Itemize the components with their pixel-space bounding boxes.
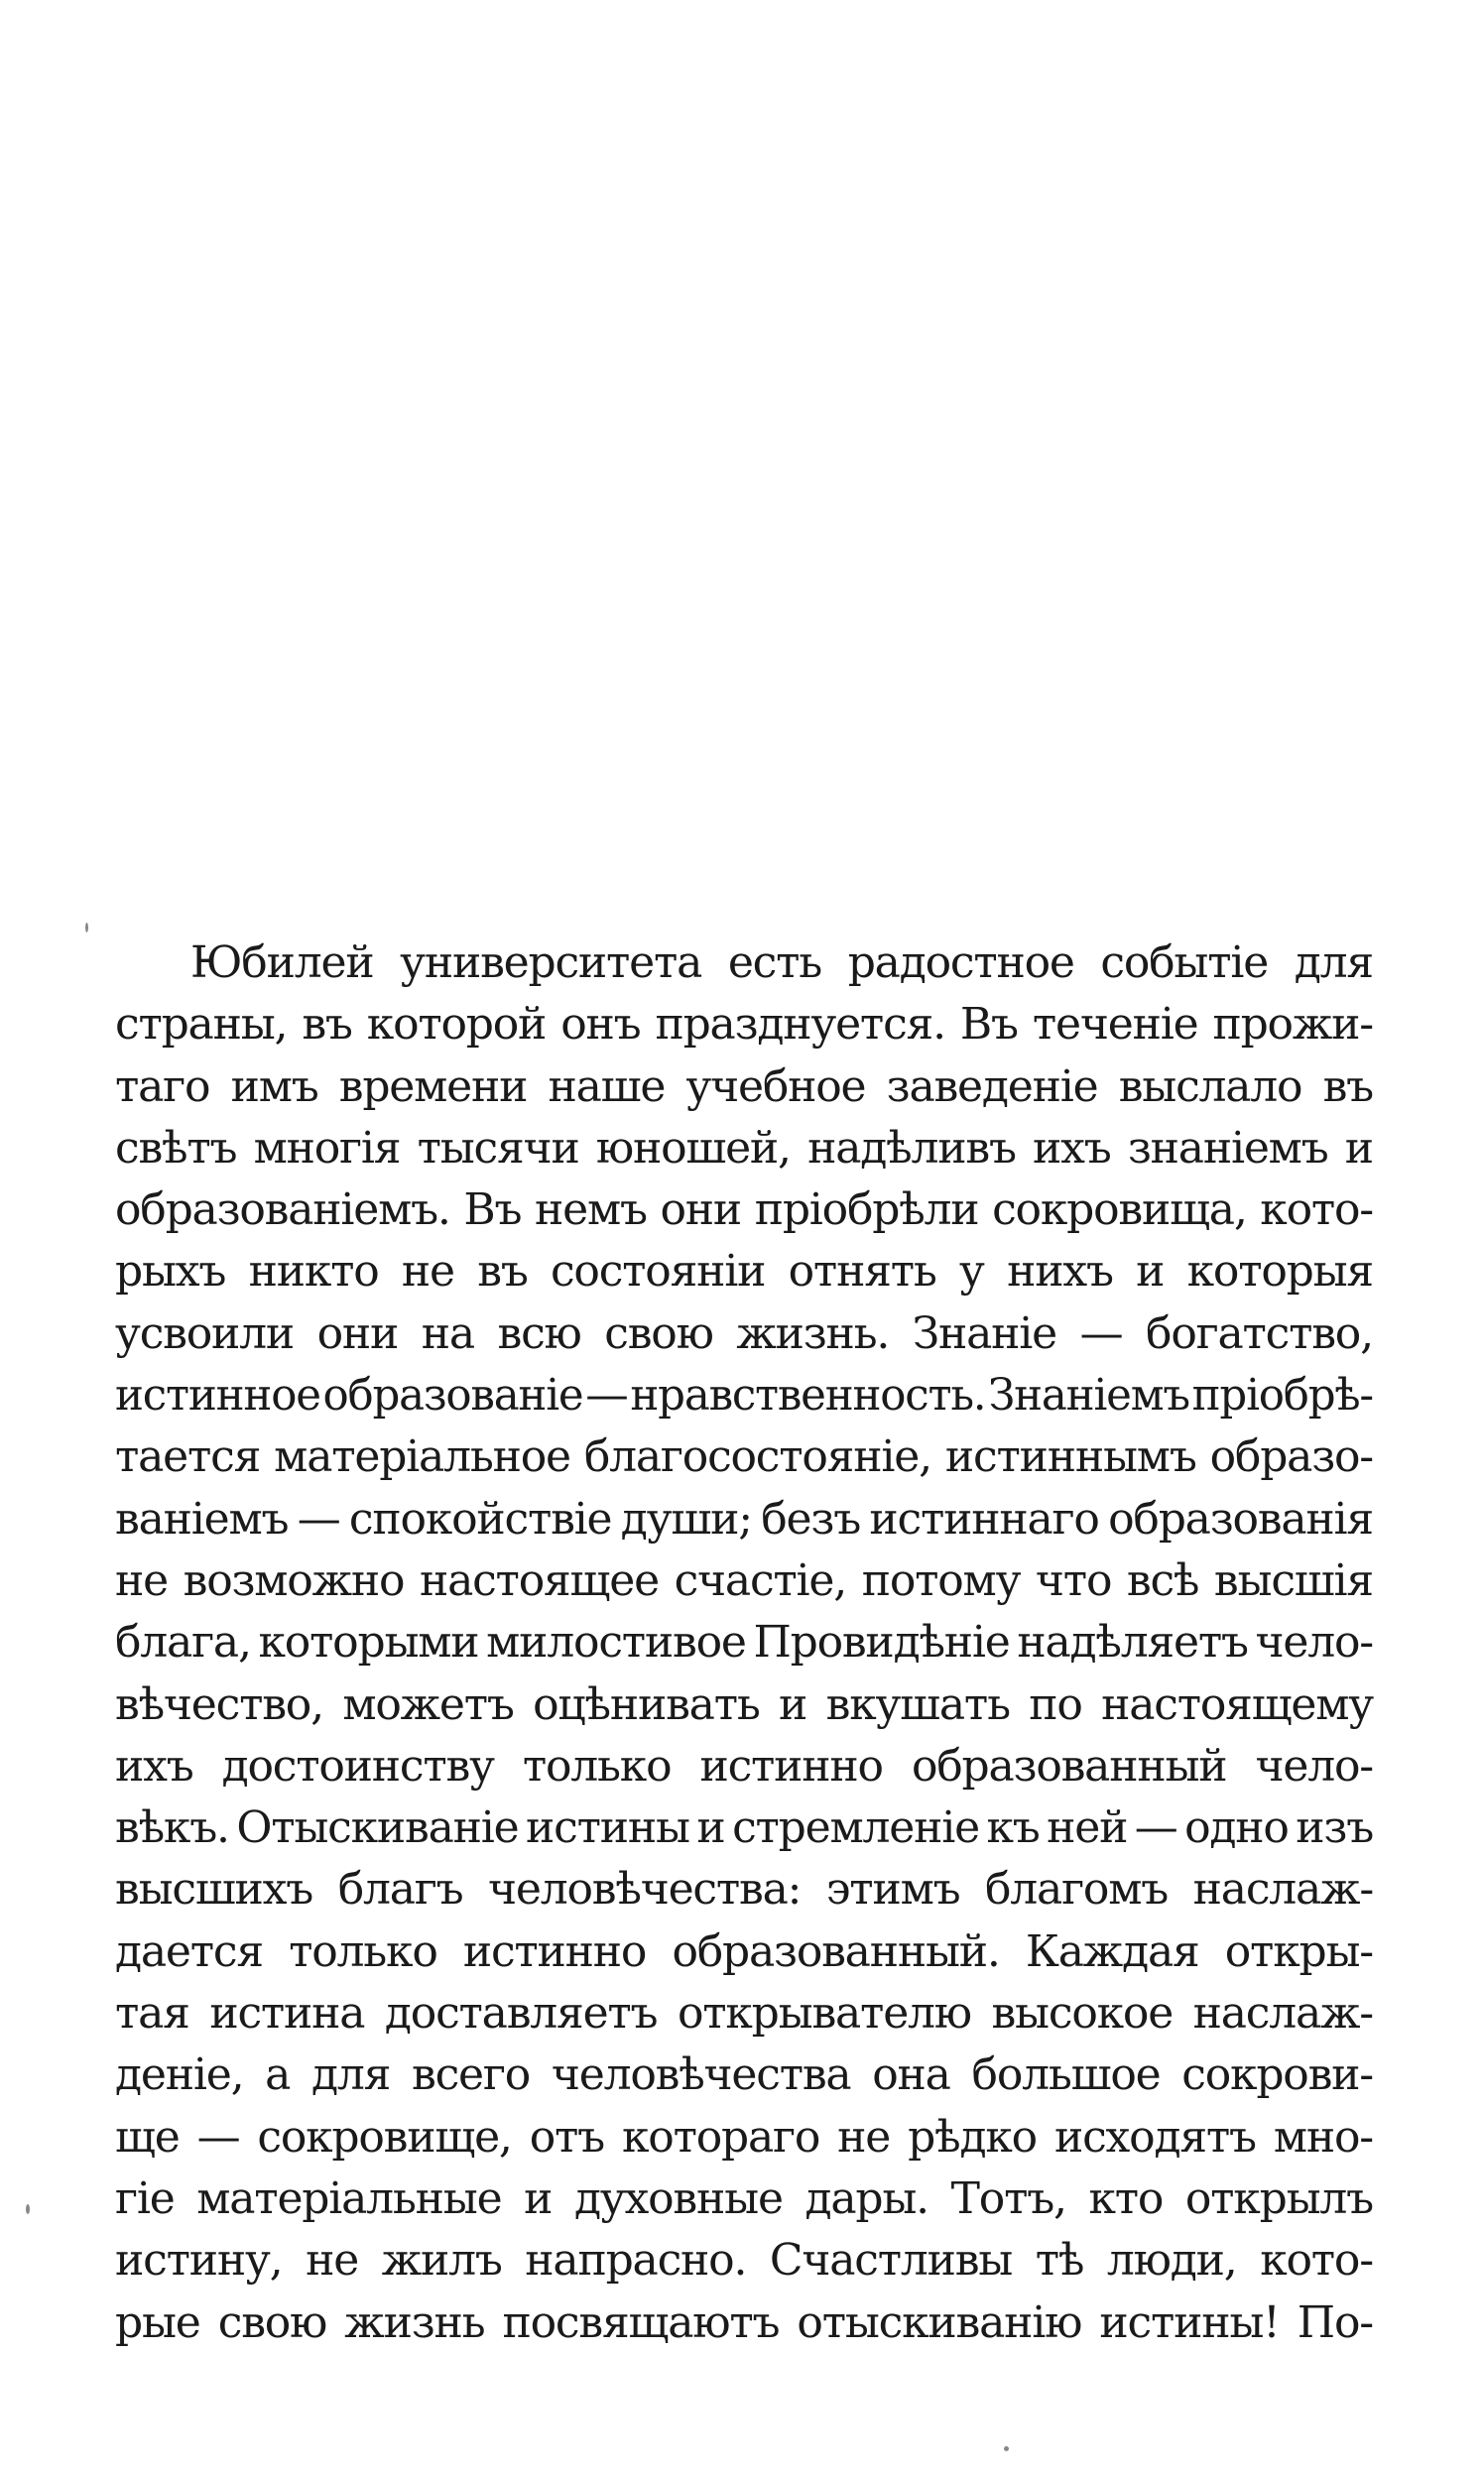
text-line: гіе матеріальные и духовные дары. Тотъ, кто открылъ [115, 2172, 1373, 2224]
text-line: тается матеріальное благосостояніе, истиннымъ образо- [115, 1431, 1373, 1483]
paper-speck [26, 2204, 30, 2214]
text-line: ваніемъ — спокойствіе души; безъ истиннаго образованія [115, 1493, 1373, 1545]
text-line: страны, въ которой онъ празднуется. Въ теченіе прожи- [115, 999, 1373, 1051]
text-line: тая истина доставляетъ открывателю высокое наслаж- [115, 1988, 1373, 2040]
text-line: рые свою жизнь посвящаютъ отыскиванію истины! По- [115, 2296, 1373, 2348]
text-line: вѣчество, можетъ оцѣнивать и вкушать по настоящему [115, 1678, 1373, 1730]
body-paragraph [115, 932, 1373, 2354]
text-line: дается только истинно образованный. Каждая откры- [115, 1925, 1373, 1977]
text-line: рыхъ никто не въ состояніи отнять у нихъ и которыя [115, 1246, 1373, 1298]
text-line: ихъ достоинству только истинно образованный чело- [115, 1740, 1373, 1792]
text-line: ще — сокровище, отъ котораго не рѣдко исходятъ мно- [115, 2111, 1373, 2163]
text-line: усвоили они на всю свою жизнь. Знаніе — богатство, [115, 1307, 1373, 1359]
text-line: не возможно настоящее счастіе, потому что всѣ высшія [115, 1554, 1373, 1606]
text-line: деніе, а для всего человѣчества она большое сокрови- [115, 2049, 1373, 2101]
paper-speck [85, 923, 88, 932]
text-line: высшихъ благъ человѣчества: этимъ благомъ наслаж- [115, 1864, 1373, 1916]
paper-speck [1004, 2446, 1009, 2451]
text-line: блага, которыми милостивое Провидѣніе надѣляетъ чело- [115, 1617, 1373, 1669]
text-line: свѣтъ многія тысячи юношей, надѣливъ ихъ знаніемъ и [115, 1122, 1373, 1174]
text-line: истину, не жилъ напрасно. Счастливы тѣ люди, кото- [115, 2235, 1373, 2287]
text-line: образованіемъ. Въ немъ они пріобрѣли сокровища, кото- [115, 1184, 1373, 1236]
text-line: Юбилей университета есть радостное событіе для [190, 937, 1373, 988]
text-line: вѣкъ. Отыскиваніе истины и стремленіе къ ней — одно изъ [115, 1802, 1373, 1854]
text-line: истинное образованіе — нравственность. Знаніемъ пріобрѣ- [115, 1371, 1373, 1422]
text-line: таго имъ времени наше учебное заведеніе выслало въ [115, 1060, 1373, 1112]
